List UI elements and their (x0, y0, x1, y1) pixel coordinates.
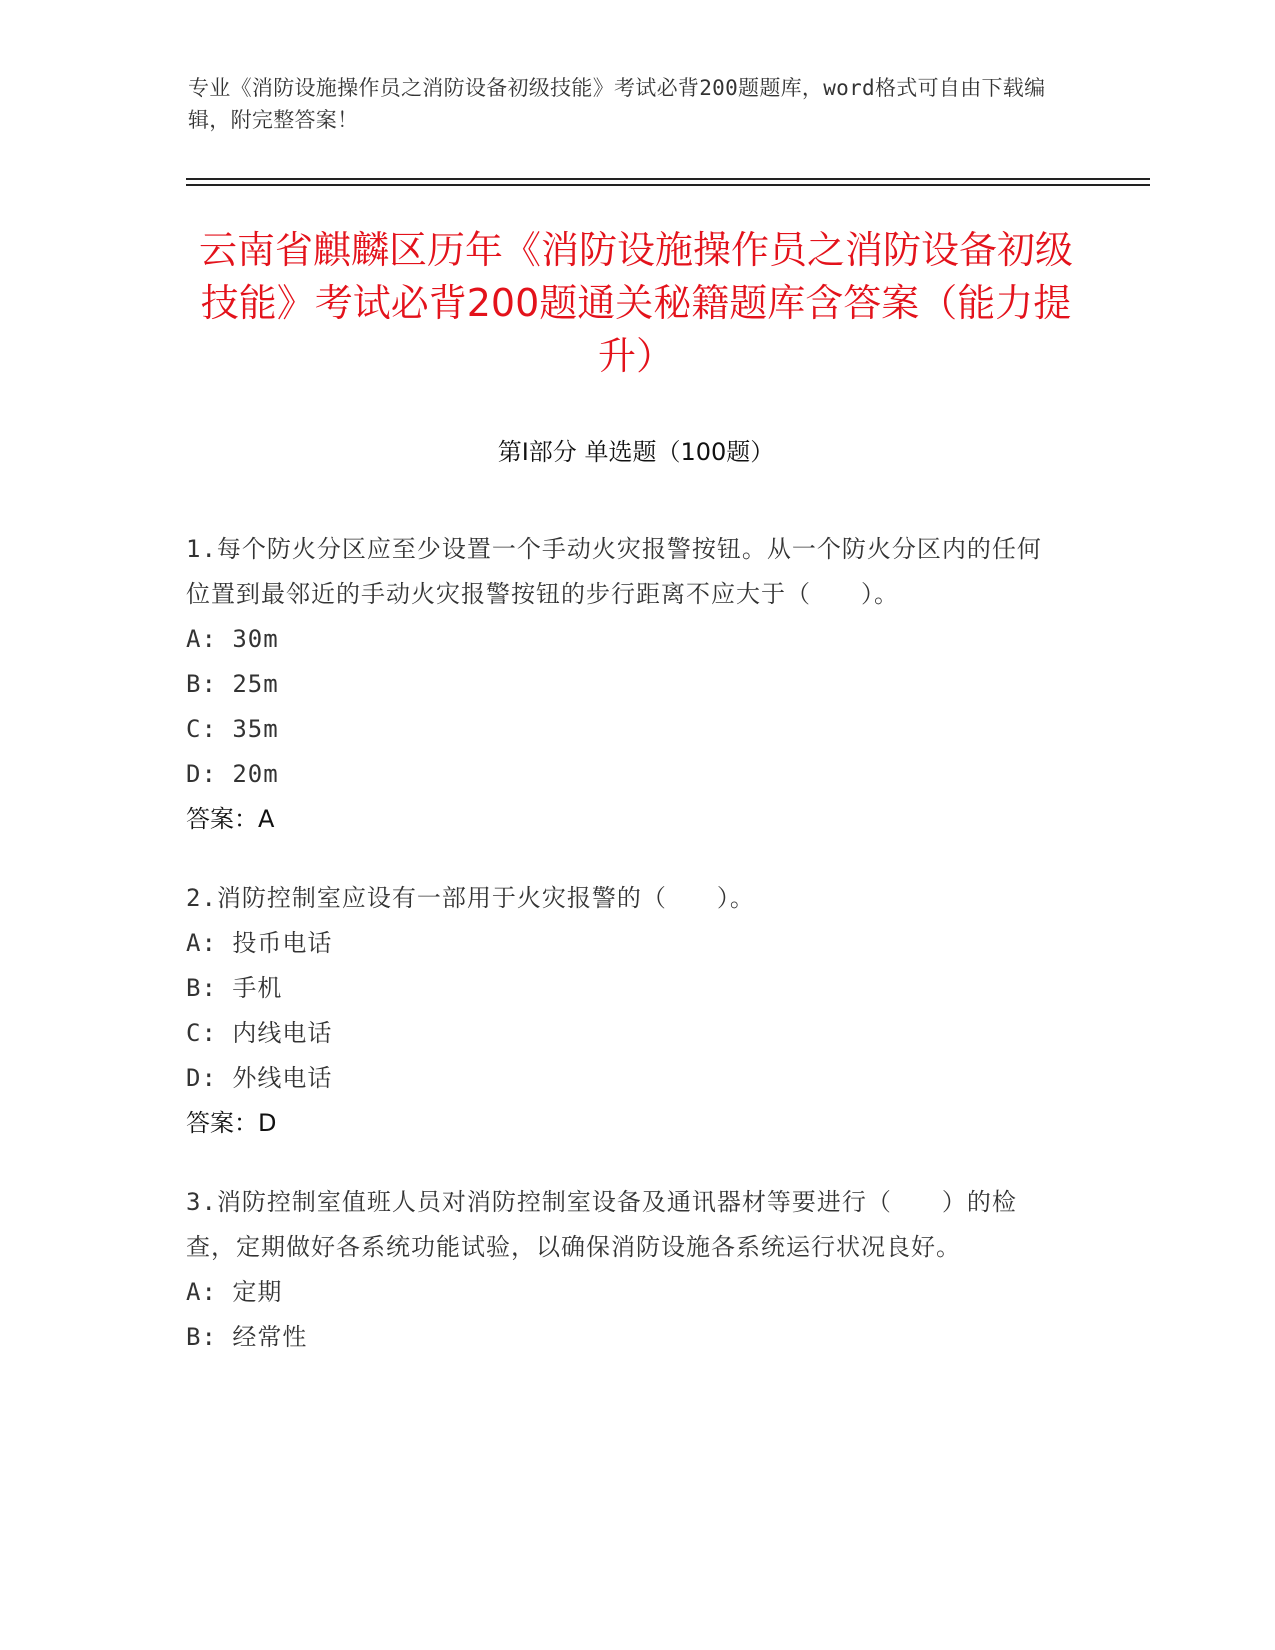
header-rule-bottom (186, 184, 1150, 186)
option-b: B: 手机 (186, 974, 283, 1002)
question-text: 3.消防控制室值班人员对消防控制室设备及通讯器材等要进行（ ）的检查，定期做好各系统功能试验，以确保消防设施各系统运行状况良好。 (186, 1188, 1017, 1261)
section-heading: 第I部分 单选题（100题） (497, 438, 775, 466)
question-list (186, 527, 1066, 1394)
header-rule-top (186, 178, 1150, 180)
option-a: A: 投币电话 (186, 929, 333, 957)
question-text: 1.每个防火分区应至少设置一个手动火灾报警按钮。从一个防火分区内的任何位置到最邻近的手动火灾报警按钮的步行距离不应大于（ ）。 (186, 535, 1042, 608)
option-a: A: 定期 (186, 1278, 283, 1306)
answer-line: 答案：D (186, 1109, 277, 1137)
option-d: D: 20m (186, 760, 279, 788)
question-item (186, 527, 1066, 842)
header-note: 专业《消防设施操作员之消防设备初级技能》考试必背200题题库，word格式可自由下载编辑，附完整答案！ (188, 76, 1046, 132)
option-a: A: 30m (186, 625, 279, 653)
option-d: D: 外线电话 (186, 1064, 333, 1092)
option-b: B: 经常性 (186, 1323, 308, 1351)
document-title: 云南省麒麟区历年《消防设施操作员之消防设备初级技能》考试必背200题通关秘籍题库含答案（能力提升） (198, 228, 1073, 378)
question-text: 2.消防控制室应设有一部用于火灾报警的（ ）。 (186, 884, 755, 912)
option-c: C: 内线电话 (186, 1019, 333, 1047)
option-c: C: 35m (186, 715, 279, 743)
question-item (186, 876, 1066, 1146)
option-b: B: 25m (186, 670, 279, 698)
answer-line: 答案：A (186, 805, 275, 833)
question-item (186, 1180, 1066, 1360)
